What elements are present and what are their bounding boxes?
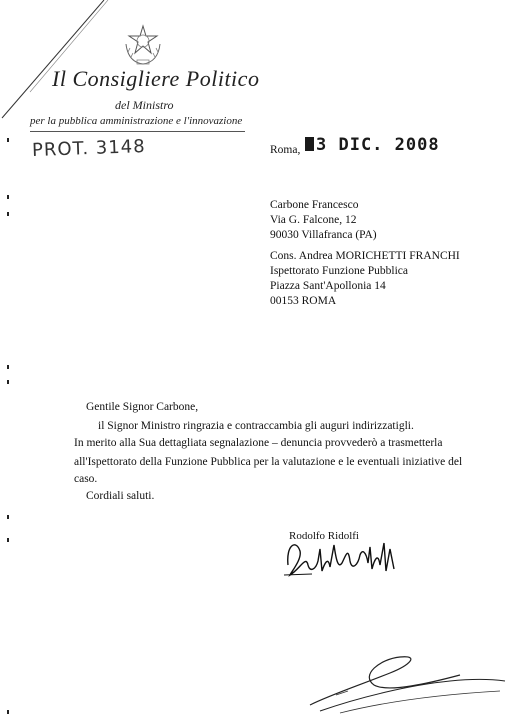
punch-mark: [7, 365, 9, 369]
punch-mark: [7, 138, 9, 142]
body-line-3: all'Ispettorato della Funzione Pubblica per la valutazione e le eventuali iniziative del: [74, 456, 463, 468]
letterhead-subtitle: del Ministro: [115, 98, 174, 112]
salutation: Gentile Signor Carbone,: [86, 401, 199, 413]
punch-mark: [7, 515, 9, 519]
recipient-line: 90030 Villafranca (PA): [270, 229, 377, 241]
letterhead-title: Il Consigliere Politico: [52, 66, 260, 91]
recipient-line: Carbone Francesco: [270, 199, 359, 211]
cc-line: Cons. Andrea MORICHETTI FRANCHI: [270, 250, 460, 262]
punch-mark: [7, 538, 9, 542]
cc-address: [270, 249, 460, 309]
closing: Cordiali saluti.: [86, 490, 155, 502]
signer-name: Rodolfo Ridolfi: [289, 530, 359, 542]
body-line-1: il Signor Ministro ringrazia e contraccambia gli auguri indirizzatigli.: [98, 420, 414, 432]
stamp-mark-icon: [305, 137, 314, 151]
recipient-address: [270, 198, 377, 243]
handwritten-signature: [282, 525, 404, 581]
protocol-number: PROT. 3148: [31, 136, 146, 161]
bottom-initials-scribble: [300, 645, 509, 720]
date-stamp: [305, 135, 440, 155]
date-place: Roma,: [270, 144, 301, 156]
punch-mark: [7, 212, 9, 216]
punch-mark: [7, 195, 9, 199]
punch-mark: [7, 380, 9, 384]
punch-mark: [7, 710, 9, 714]
body-line-2: In merito alla Sua dettagliata segnalazione – denuncia provvederò a trasmetterla: [74, 437, 443, 449]
recipient-line: Via G. Falcone, 12: [270, 214, 357, 226]
corner-fold-line: [0, 0, 120, 120]
cc-line: Piazza Sant'Apollonia 14: [270, 280, 386, 292]
republic-emblem-icon: [122, 22, 164, 66]
cc-line: Ispettorato Funzione Pubblica: [270, 265, 408, 277]
letterhead-rule: [30, 131, 245, 132]
date-stamp-text: 3 DIC. 2008: [316, 135, 440, 155]
body-line-4: caso.: [74, 473, 98, 485]
letterhead-department: per la pubblica amministrazione e l'innovazione: [30, 115, 243, 127]
cc-line: 00153 ROMA: [270, 295, 337, 307]
